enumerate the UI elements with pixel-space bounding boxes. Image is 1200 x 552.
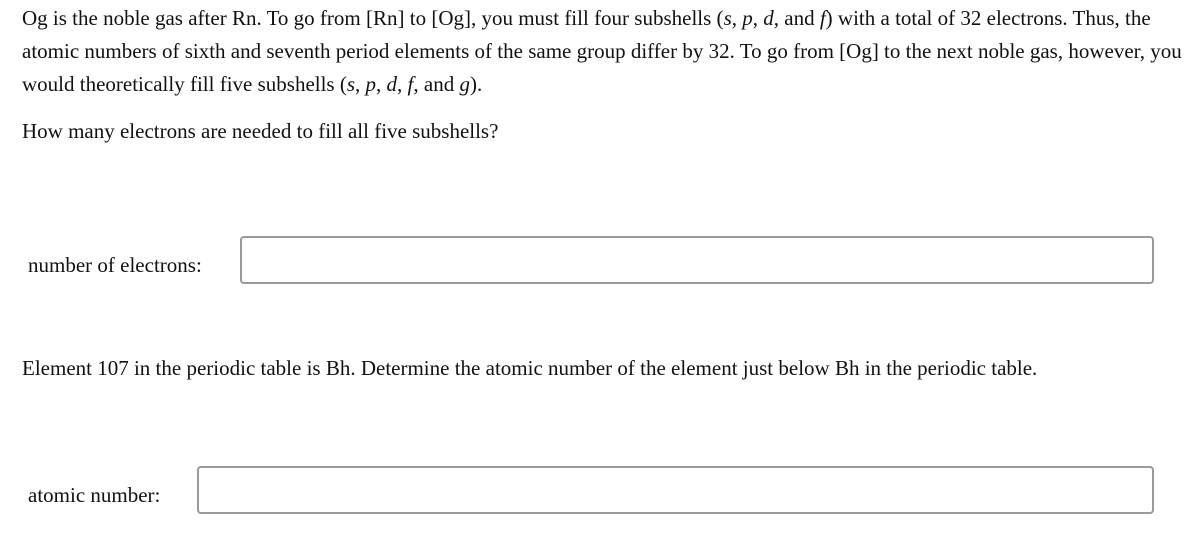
intro-text: Og is the noble gas after Rn. To go from [Rn] to [Og], you must fill four subshells (	[22, 6, 724, 30]
separator: ,	[731, 6, 743, 30]
question-electrons: How many electrons are needed to fill all five subshells?	[22, 119, 499, 143]
subshell-f: f	[819, 6, 826, 30]
separator: ,	[752, 6, 764, 30]
subshell-d: d	[386, 72, 398, 96]
separator: ,	[355, 72, 366, 96]
subshell-s: s	[723, 6, 732, 30]
intro-text: ).	[469, 72, 483, 96]
separator: , and	[773, 6, 820, 30]
atomic-number-input[interactable]	[197, 466, 1154, 514]
subshell-f: f	[407, 72, 414, 96]
question-atomic-number: Element 107 in the periodic table is Bh. Determine the atomic number of the element just below Bh in the periodic table.	[22, 356, 1038, 380]
subshell-p: p	[365, 72, 377, 96]
separator: ,	[397, 72, 408, 96]
subshell-g: g	[459, 72, 470, 96]
subshell-d: d	[763, 6, 774, 30]
subshell-p: p	[742, 6, 753, 30]
intro-text: ) with a total of 32 electrons. Thus, the atomic numbers of sixth and seventh period elements of the same group differ by 32. To go from [Og] to the next noble gas, however, you would theoretically fill five subshells (	[22, 6, 1182, 96]
subshell-s: s	[346, 72, 356, 96]
number-of-electrons-label: number of electrons:	[28, 253, 202, 277]
intro-paragraph	[22, 2, 1182, 101]
atomic-number-label: atomic number:	[28, 483, 161, 507]
separator: , and	[413, 72, 460, 96]
number-of-electrons-input[interactable]	[240, 236, 1154, 284]
separator: ,	[376, 72, 387, 96]
